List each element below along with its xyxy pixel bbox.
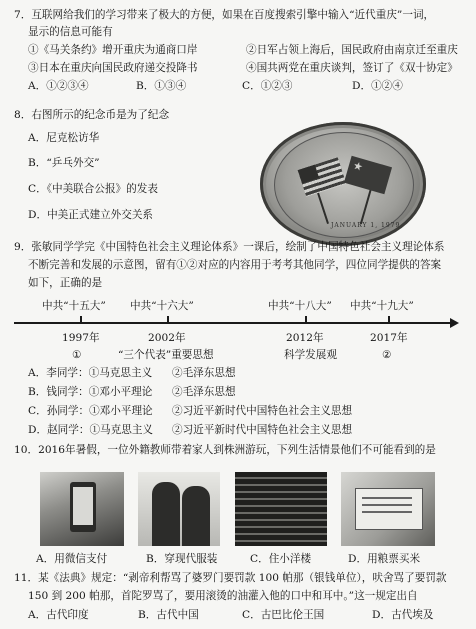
q7-item-4: ④国共两党在重庆谈判，签订了《双十协定》: [246, 62, 458, 74]
q7-stem-line2: 显示的信息可能有: [28, 26, 113, 38]
timeline-label-18th-congress: 中共“十八大”: [268, 300, 332, 312]
photo-wechat-pay: [40, 472, 124, 546]
timeline-label-15th-congress: 中共“十五大”: [42, 300, 106, 312]
photo-grain-coupon: [341, 472, 435, 546]
q7-item-1: ①《马关条约》增开重庆为通商口岸: [28, 44, 198, 56]
q7-option-b[interactable]: B．①③④: [136, 80, 187, 92]
phone-icon: [70, 482, 96, 532]
timeline-tick: [80, 316, 82, 323]
timeline-tick: [305, 316, 307, 323]
q7-option-a[interactable]: A．①②③④: [28, 80, 89, 92]
grain-coupon-icon: [355, 488, 423, 530]
person-figure: [152, 482, 180, 546]
q7-item-3: ③日本在重庆向国民政府递交投降书: [28, 62, 198, 74]
q8-option-c[interactable]: C．《中美联合公报》的发表: [28, 183, 158, 195]
timeline-tick: [388, 316, 390, 323]
q11-stem-line2: 150 到 200 帕那，首陀罗骂了，要用滚烫的油灌入他的口中和耳中。”这一规定出自: [28, 590, 418, 602]
timeline-blank-1: ①: [72, 349, 82, 361]
timeline-three-represents: “三个代表”重要思想: [118, 349, 214, 361]
q9-stem-line2: 不断完善和发展的示意图，留有①②对应的内容用于考考其他同学，四位同学提供的答案: [28, 259, 442, 271]
q11-option-c[interactable]: C．古巴比伦王国: [242, 609, 325, 621]
photo-modern-clothing: [138, 472, 220, 546]
timeline-tick: [167, 316, 169, 323]
commemorative-coin-image: [260, 122, 426, 246]
q8-stem: 8．右图所示的纪念币是为了纪念: [14, 109, 170, 121]
timeline-scientific-outlook: 科学发展观: [284, 349, 337, 361]
q7-stem-line1: 7．互联网给我们的学习带来了极大的方便，如果在百度搜索引擎中输入“近代重庆”一词，: [14, 9, 435, 21]
q10-stem: 10．2016年暑假，一位外籍教师带着家人到株洲游玩，下列生活情景他们不可能看到的是: [14, 444, 436, 456]
timeline-year-2012: 2012年: [286, 332, 324, 344]
q8-option-a[interactable]: A．尼克松访华: [28, 132, 100, 144]
q7-item-2: ②日军占领上海后，国民政府由南京迁至重庆: [246, 44, 458, 56]
q10-option-c[interactable]: C．住小洋楼: [250, 553, 312, 565]
q10-option-d[interactable]: D．用粮票买米: [348, 553, 421, 565]
q8-option-b[interactable]: B．“乒乓外交”: [28, 157, 100, 169]
q7-option-c[interactable]: C．①②③: [242, 80, 293, 92]
q9-option-b-part2: ②毛泽东思想: [172, 386, 236, 398]
q9-stem-line1: 9．张敏同学学完《中国特色社会主义理论体系》一课后，绘制了中国特色社会主义理论体系: [14, 241, 445, 253]
q10-option-a[interactable]: A．用微信支付: [36, 553, 108, 565]
q9-option-d-part2: ②习近平新时代中国特色社会主义思想: [172, 424, 353, 436]
q9-option-b[interactable]: B．钱同学：①邓小平理论: [28, 386, 153, 398]
q9-option-c[interactable]: C．孙同学：①邓小平理论: [28, 405, 153, 417]
q9-option-a-part2: ②毛泽东思想: [172, 367, 236, 379]
q11-option-b[interactable]: B．古代中国: [138, 609, 199, 621]
timeline-blank-2: ②: [382, 349, 392, 361]
timeline-label-16th-congress: 中共“十六大”: [130, 300, 194, 312]
q10-option-b[interactable]: B．穿现代服装: [146, 553, 218, 565]
q11-option-a[interactable]: A．古代印度: [28, 609, 89, 621]
photo-western-style-building: [235, 472, 327, 546]
coin-face: [274, 132, 414, 238]
timeline-label-19th-congress: 中共“十九大”: [350, 300, 414, 312]
q9-stem-line3: 如下，正确的是: [28, 277, 103, 289]
china-flag-icon: [344, 156, 392, 194]
timeline-arrow-icon: [450, 318, 459, 328]
q9-option-d[interactable]: D．赵同学：①马克思主义: [28, 424, 154, 436]
q9-option-a[interactable]: A．李同学：①马克思主义: [28, 367, 153, 379]
timeline-year-2002: 2002年: [148, 332, 186, 344]
person-figure: [182, 486, 210, 546]
q8-option-d[interactable]: D．中美正式建立外交关系: [28, 209, 154, 221]
us-flag-icon: [298, 157, 347, 197]
q11-stem-line1: 11．某《法典》规定：“剥帝利帮骂了婆罗门要罚款 100 帕那（银钱单位），吠舍骂了要罚款: [14, 572, 447, 584]
q11-option-d[interactable]: D．古代埃及: [372, 609, 434, 621]
timeline-year-1997: 1997年: [62, 332, 100, 344]
q7-option-d[interactable]: D．①②④: [352, 80, 403, 92]
timeline-year-2017: 2017年: [370, 332, 408, 344]
q9-option-c-part2: ②习近平新时代中国特色社会主义思想: [172, 405, 353, 417]
coin-date-text: JANUARY 1, 1979: [331, 222, 401, 229]
